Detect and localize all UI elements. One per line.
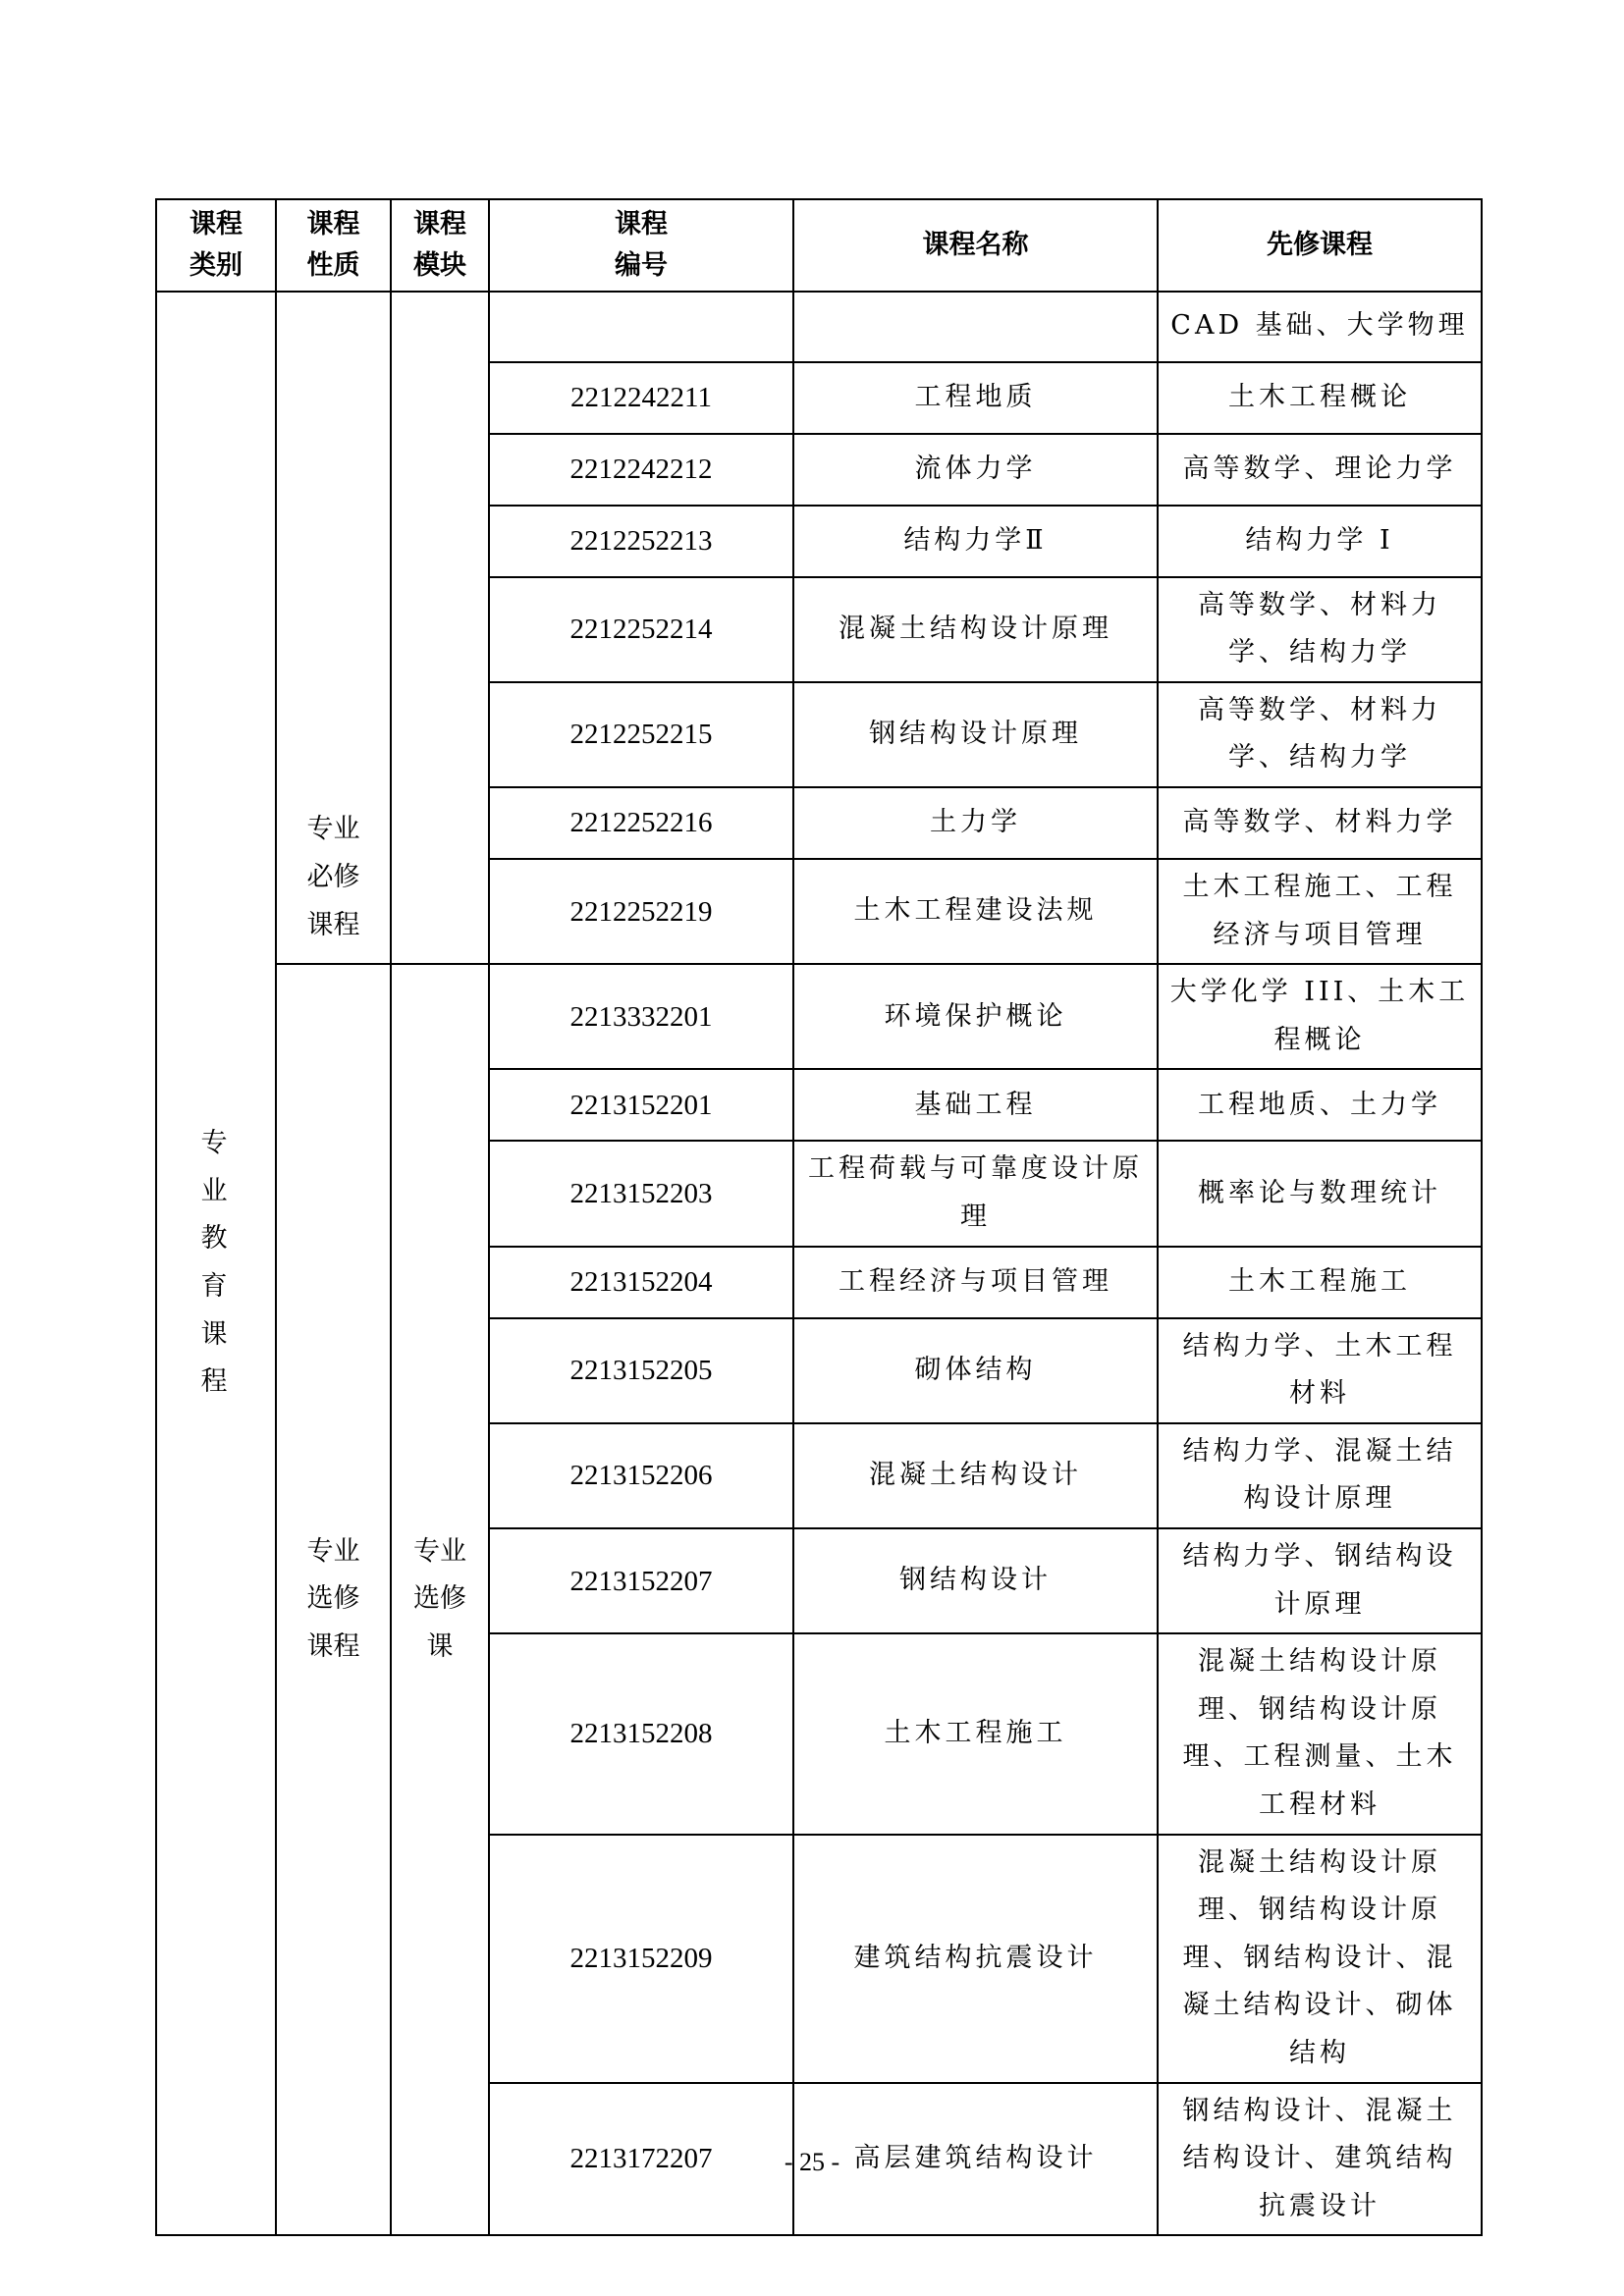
header-name: 课程名称 — [793, 199, 1158, 292]
header-code: 课程 编号 — [489, 199, 793, 292]
prerequisite: 结构力学、混凝土结构设计原理 — [1158, 1423, 1482, 1528]
course-code: 2212252213 — [489, 506, 793, 577]
prerequisite: 工程地质、土力学 — [1158, 1069, 1482, 1141]
page-number: - 25 - — [784, 2148, 840, 2176]
course-name: 钢结构设计 — [793, 1528, 1158, 1633]
elective-nature-cell: 专业 选修 课程 — [276, 964, 391, 2235]
course-name: 基础工程 — [793, 1069, 1158, 1141]
prerequisite: 混凝土结构设计原理、钢结构设计原理、工程测量、土木工程材料 — [1158, 1633, 1482, 1834]
prerequisite: 概率论与数理统计 — [1158, 1141, 1482, 1246]
course-code: 2213152204 — [489, 1247, 793, 1318]
course-name: 混凝土结构设计 — [793, 1423, 1158, 1528]
course-name: 高层建筑结构设计 — [793, 2083, 1158, 2236]
header-category: 课程 类别 — [156, 199, 276, 292]
prerequisite: 结构力学 I — [1158, 506, 1482, 577]
course-name: 工程荷载与可靠度设计原理 — [793, 1141, 1158, 1246]
table-row — [156, 964, 1482, 1069]
prerequisite: 混凝土结构设计原理、钢结构设计原理、钢结构设计、混凝土结构设计、砌体结构 — [1158, 1835, 1482, 2083]
course-code: 2212242211 — [489, 362, 793, 434]
course-code: 2212252219 — [489, 859, 793, 964]
course-name: 建筑结构抗震设计 — [793, 1835, 1158, 2083]
course-name: 环境保护概论 — [793, 964, 1158, 1069]
course-name — [793, 292, 1158, 362]
course-code: 2213152203 — [489, 1141, 793, 1246]
required-module-cell — [391, 292, 489, 965]
course-table — [155, 198, 1483, 2236]
course-code: 2212252215 — [489, 682, 793, 787]
prerequisite: 土木工程施工、工程经济与项目管理 — [1158, 859, 1482, 964]
course-code: 2213152205 — [489, 1318, 793, 1423]
course-name: 结构力学Ⅱ — [793, 506, 1158, 577]
course-name: 土力学 — [793, 787, 1158, 859]
course-code: 2213152201 — [489, 1069, 793, 1141]
course-code: 2213332201 — [489, 964, 793, 1069]
header-nature: 课程 性质 — [276, 199, 391, 292]
elective-module-cell: 专业 选修 课 — [391, 964, 489, 2235]
course-code: 2213152207 — [489, 1528, 793, 1633]
table-row — [156, 292, 1482, 362]
course-code — [489, 292, 793, 362]
course-code: 2212242212 — [489, 434, 793, 506]
course-name: 工程经济与项目管理 — [793, 1247, 1158, 1318]
course-code: 2213152208 — [489, 1633, 793, 1834]
course-code: 2212252216 — [489, 787, 793, 859]
prerequisite: 高等数学、理论力学 — [1158, 434, 1482, 506]
course-name: 工程地质 — [793, 362, 1158, 434]
course-name: 钢结构设计原理 — [793, 682, 1158, 787]
course-code: 2213152209 — [489, 1835, 793, 2083]
prerequisite: 钢结构设计、混凝土结构设计、建筑结构抗震设计 — [1158, 2083, 1482, 2236]
required-nature-cell: 专业 必修 课程 — [276, 292, 391, 965]
header-row — [156, 199, 1482, 292]
prerequisite: 高等数学、材料力学、结构力学 — [1158, 682, 1482, 787]
prerequisite: 结构力学、钢结构设计原理 — [1158, 1528, 1482, 1633]
table-body — [156, 199, 1482, 2235]
prerequisite: 高等数学、材料力学 — [1158, 787, 1482, 859]
prerequisite: 土木工程施工 — [1158, 1247, 1482, 1318]
prerequisite: 高等数学、材料力学、结构力学 — [1158, 577, 1482, 682]
course-name: 砌体结构 — [793, 1318, 1158, 1423]
prerequisite: 结构力学、土木工程材料 — [1158, 1318, 1482, 1423]
category-cell: 专 业 教 育 课 程 — [156, 292, 276, 2236]
course-name: 混凝土结构设计原理 — [793, 577, 1158, 682]
course-name: 土木工程建设法规 — [793, 859, 1158, 964]
course-name: 土木工程施工 — [793, 1633, 1158, 1834]
header-module: 课程 模块 — [391, 199, 489, 292]
course-code: 2213172207 — [489, 2083, 793, 2236]
prerequisite: 大学化学 III、土木工程概论 — [1158, 964, 1482, 1069]
course-code: 2213152206 — [489, 1423, 793, 1528]
course-code: 2212252214 — [489, 577, 793, 682]
course-name: 流体力学 — [793, 434, 1158, 506]
prerequisite: CAD 基础、大学物理 — [1158, 292, 1482, 362]
header-prereq: 先修课程 — [1158, 199, 1482, 292]
prerequisite: 土木工程概论 — [1158, 362, 1482, 434]
